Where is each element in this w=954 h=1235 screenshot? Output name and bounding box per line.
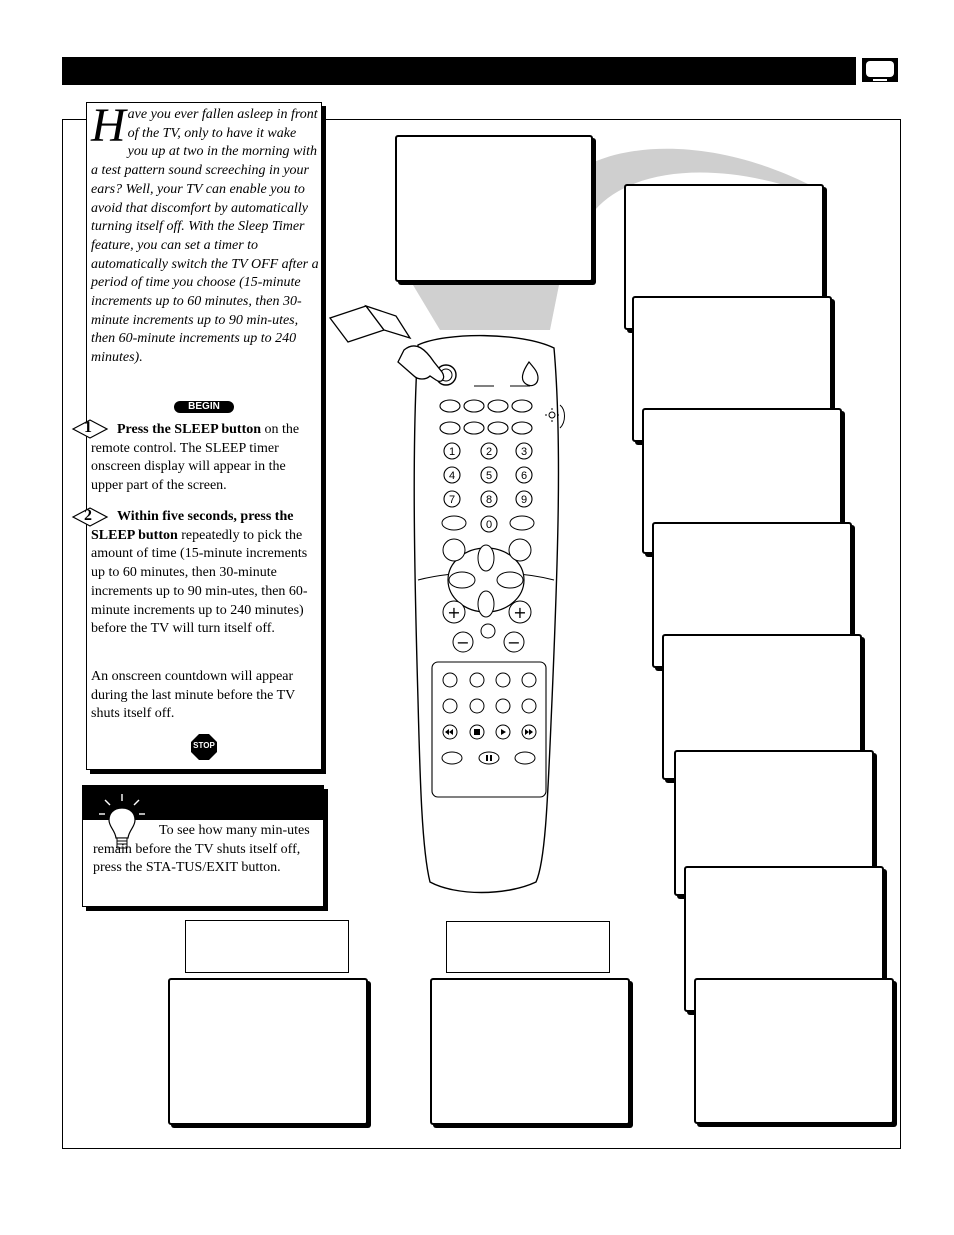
key-6[interactable]: 6 <box>520 470 528 482</box>
step-2-text: repeatedly to pick the amount of time (15-minute increments up to 60 minutes, then 30-minute increments up to 90 min-utes, then 60-minute increments up to 240 minutes) before the TV will turn itself off. <box>91 527 308 637</box>
begin-badge <box>173 400 235 414</box>
vol-minus[interactable]: − <box>456 633 470 652</box>
vol-plus[interactable]: + <box>447 603 461 622</box>
tv-screen-bottom-left <box>168 978 368 1125</box>
intro-text: ave you ever fallen asleep in front of the TV, only to have it wake you up at two in the morning with a test pattern sound screeching in your ears? Well, your TV can enable you to avoid that discomfort by automatically turning itself off. With the Sleep Timer feature, you can set a timer to automatically switch the TV OFF after a period of time you choose (15-minute increments up to 60 minutes, then 30-minute increments up to 90 min-utes, then 60-minute increments up to 240 minutes). <box>91 107 319 366</box>
begin-label: BEGIN <box>188 401 220 412</box>
tv-screen-sleep-display <box>395 135 593 282</box>
ch-plus[interactable]: + <box>513 603 527 622</box>
key-9[interactable]: 9 <box>520 494 528 506</box>
key-8[interactable]: 8 <box>485 494 493 506</box>
step-1 <box>91 421 319 496</box>
tv-screen-8 <box>694 978 894 1124</box>
key-2[interactable]: 2 <box>485 446 493 458</box>
label-box-left <box>185 920 349 973</box>
key-3[interactable]: 3 <box>520 446 528 458</box>
stop-sign-icon <box>190 733 218 761</box>
ch-minus[interactable]: − <box>507 633 521 652</box>
step-2-number: 2 <box>84 507 92 524</box>
tip-panel <box>82 785 324 907</box>
label-box-center <box>446 921 610 973</box>
key-4[interactable]: 4 <box>448 470 456 482</box>
tv-screen-bottom-center <box>430 978 630 1125</box>
key-1[interactable]: 1 <box>448 446 456 458</box>
step-2-bold: Within five seconds, press the SLEEP button <box>91 509 294 543</box>
key-0[interactable]: 0 <box>485 519 493 531</box>
key-5[interactable]: 5 <box>485 470 493 482</box>
key-7[interactable]: 7 <box>448 494 456 506</box>
header-bar <box>62 57 856 85</box>
tv-icon <box>861 57 899 83</box>
drop-cap: H <box>91 99 126 152</box>
intro-paragraph <box>91 99 319 368</box>
step-1-bold: Press the SLEEP button <box>117 422 262 437</box>
step-2 <box>91 508 319 639</box>
intro-panel <box>84 99 322 770</box>
step-1-number: 1 <box>84 419 92 436</box>
stop-label: STOP <box>193 741 215 750</box>
step-1-text: on the remote control. The SLEEP timer onscreen display will appear in the upper part of the screen. <box>91 422 300 494</box>
tip-text: To see how many min-utes remain before the TV shuts itself off, press the STA-TUS/EXIT button. <box>93 823 310 876</box>
countdown-note: An onscreen countdown will appear during the last minute before the TV shuts itself off. <box>91 669 295 722</box>
